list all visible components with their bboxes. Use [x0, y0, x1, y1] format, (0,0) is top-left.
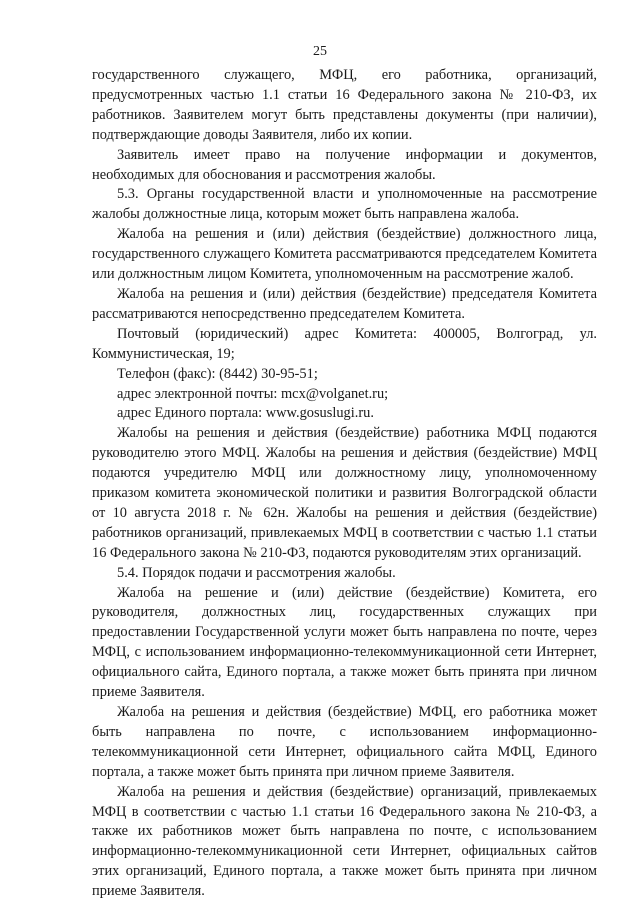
- phone-line: Телефон (факс): (8442) 30-95-51;: [117, 365, 318, 382]
- paragraph: Жалобы на решения и действия (бездействие) работника МФЦ подаются руководителю этого МФЦ. Жалобы на решения и действия (бездействие) МФЦ подаются учредителю МФЦ или должностному лицу, уполномоченному приказом комитета экономической политики и развития Волгоградской области от 10 августа 2018 г. № 62н. Жалобы на решения и действия (бездействие) работников организаций, привлекаемых МФЦ в соответствии с частью 1.1 статьи 16 Федерального закона № 210-ФЗ, подаются руководителям этих организаций.: [92, 425, 597, 561]
- section-heading: 5.3. Органы государственной власти и уполномоченные на рассмотрение жалобы должностные лица, которым может быть направлена жалоба.: [92, 186, 597, 223]
- paragraph: Жалоба на решения и действия (бездействие) МФЦ, его работника может быть направлена по почте, с использованием информационно-телекоммуникационной сети Интернет, официального сайта МФЦ, Единого портала, а также может быть принята при личном приеме Заявителя.: [92, 704, 597, 780]
- paragraph: государственного служащего, МФЦ, его работника, организаций, предусмотренных частью 1.1 статьи 16 Федерального закона № 210-ФЗ, их работников. Заявителем могут быть представлены документы (при наличии), подтверждающие доводы Заявителя, либо их копии.: [92, 67, 597, 143]
- page-number: 25: [313, 44, 327, 59]
- section-heading: 5.4. Порядок подачи и рассмотрения жалобы.: [117, 564, 396, 581]
- paragraph: Жалоба на решения и действия (бездействие) организаций, привлекаемых МФЦ в соответствии с частью 1.1 статьи 16 Федерального закона № 210-ФЗ, а также их работников может быть направлена по почте, с использованием информационно-телекоммуникационной сети Интернет, официальных сайтов этих организаций, Единого портала, а также может быть принята при личном приеме Заявителя.: [92, 783, 597, 900]
- paragraph: Жалоба на решение и (или) действие (бездействие) Комитета, его руководителя, должностных лиц, государственных служащих при предоставлении Государственной услуги может быть направлена по почте, через МФЦ, с использованием информационно-телекоммуникационной сети Интернет, официального сайта, Единого портала, а также может быть принята при личном приеме Заявителя.: [92, 584, 597, 701]
- document-body: [92, 66, 597, 902]
- paragraph: Заявитель имеет право на получение информации и документов, необходимых для обоснования и рассмотрения жалобы.: [92, 146, 597, 183]
- postal-address: Почтовый (юридический) адрес Комитета: 400005, Волгоград, ул. Коммунистическая, 19;: [92, 325, 597, 362]
- paragraph: Жалоба на решения и (или) действия (бездействие) председателя Комитета рассматриваются непосредственно председателем Комитета.: [92, 285, 597, 322]
- portal-line: адрес Единого портала: www.gosuslugi.ru.: [117, 405, 374, 422]
- paragraph: Жалоба на решения и (или) действия (бездействие) должностного лица, государственного служащего Комитета рассматриваются председателем Комитета или должностным лицом Комитета, уполномоченным на рассмотрение жалоб.: [92, 226, 597, 283]
- email-line: адрес электронной почты: mcx@volganet.ru;: [117, 385, 389, 402]
